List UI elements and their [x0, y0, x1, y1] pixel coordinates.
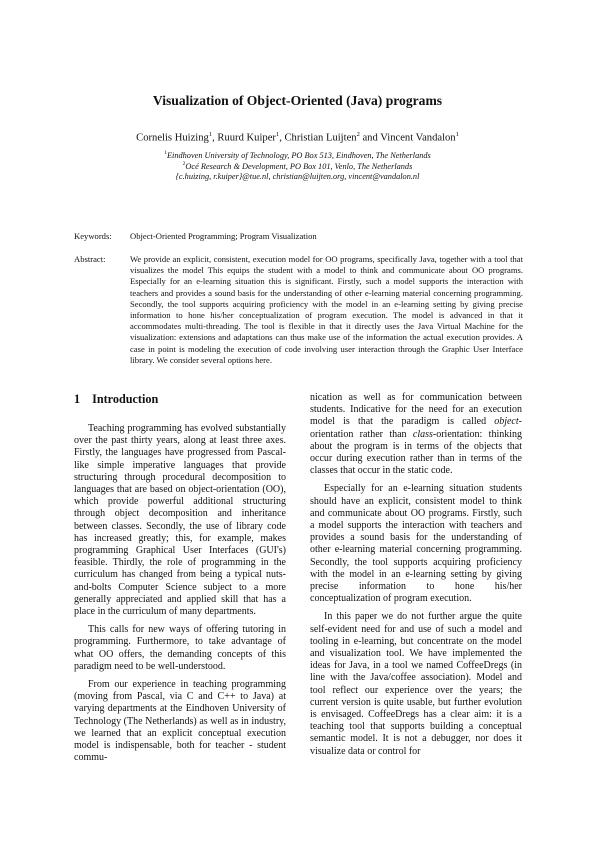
author-name: Christian Luijten [284, 132, 357, 144]
paragraph: Especially for an e-learning situation students should have an explicit, consistent model to think and communicate about OO programs. Firstly, such a model supports the interaction with teachers and provides a sound basis for the understanding of other e-learning material concerning programming. Secondly, the tool supports acquiring proficiency with the model in an e-learning setting by giving precise information to hone his/her conceptualization of program execution. [310, 483, 522, 605]
author-list: Cornelis Huizing$^1$, Ruurd Kuiper$^1$, Christian Luijten$^2$ and Vincent Vandalon$^1$ [136, 131, 459, 144]
right-column [310, 392, 522, 758]
paper-title: Visualization of Object-Oriented (Java) programs [152, 93, 443, 108]
paragraph: From our experience in teaching programming (moving from Pascal, via C and C++ to Java) at varying departments at the Eindhoven University of Technology (The Netherlands) as well as in industry, we learned that an explicit conceptual execution model is indispensable, both for teacher - student commu- [74, 679, 286, 764]
left-column [74, 423, 286, 764]
paragraph: In this paper we do not further argue the quite self-evident need for and use of such a model and tooling in e-learning, but concentrate on the model and visualization tool. We have implemented the ideas for Java, in a tool we named CoffeeDregs (in line with the Java/coffee association). Model and tool reflect our experience over the years; the current version is quite usable, but further evolution is envisaged. CoffeeDregs has a clear aim: it is a teaching tool that supports building a conceptual semantic model. It is not a debugger, nor does it visualize data or control for [310, 611, 522, 757]
affiliation-2: $^2$Océ Research & Development, PO Box 101, Venlo, The Netherlands [182, 161, 413, 171]
paragraph: Teaching programming has evolved substantially over the past thirty years, along at least three axes. Firstly, the languages have progressed from Pascal-like simple imperative languages that provide structuring through procedural decomposition to languages that are based on object-orientation (OO), which provide powerful additional structuring through object decomposition and inheritance between classes. Secondly, the use of library code has increased greatly; this, for example, makes programming Graphical User Interfaces (GUI's) feasible. Thirdly, the role of programming in the curriculum has changed from being a typical nuts-and-bolts Computer Science subject to a more generally appreciated and applied skill that has a place in the curriculum of many departments. [74, 423, 286, 618]
affiliation-1: $^1$Eindhoven University of Technology, PO Box 513, Eindhoven, The Netherlands [164, 150, 431, 160]
author-affiliation-mark: 2 [356, 131, 360, 138]
author-name: Cornelis Huizing [136, 132, 209, 144]
abstract-label: Abstract: [74, 254, 106, 264]
author-affiliation-mark: 1 [455, 131, 459, 138]
section-heading [74, 392, 158, 407]
keywords-label: Keywords: [74, 231, 112, 241]
author-name: Vincent Vandalon [380, 132, 456, 144]
section-number: 1 [74, 392, 81, 406]
paragraph-continued: nication as well as for communication between students. Indicative for the need for an execution model is that the paradigm is called object-orientation rather than class-orientation: thinking about the program is in terms of the objects that occur during execution rather than in terms of the classes that occur in the static code. [310, 392, 522, 477]
emphasis-object: object [494, 416, 519, 428]
paragraph: This calls for new ways of offering tutoring in programming. Furthermore, to take advantage of what OO offers, the demanding concepts of this paradigm need to be well-understood. [74, 624, 286, 672]
author-affiliation-mark: 1 [208, 131, 213, 138]
keywords: Object-Oriented Programming; Program Visualization [130, 231, 317, 241]
author-name: Ruurd Kuiper [217, 132, 276, 144]
author-affiliation-mark: 1 [275, 131, 280, 138]
section-title: Introduction [92, 392, 159, 406]
emphasis-class: class [412, 428, 433, 440]
abstract-text: We provide an explicit, consistent, execution model for OO programs, specifically Java, together with a tool that visualizes the model This equips the student with a model to think and communicate about OO programs. Especially for an e-learning situation this is significant. Firstly, such a model supports the interaction with teachers and provides a sound basis for the understanding of other e-learning material concerning programming. Secondly, the tool supports acquiring proficiency with the model in an e-learning setting by giving precise information to hone his/her conceptualization of program execution. The model is advanced in that it accommodates multi-threading. The tool is flexible in that it directly uses the Java Virtual Machine for the visualization: extensions and adaptations can thus make use of the information the actual execution provides. A case in point is modeling the execution of code involving user interaction through the Graphic User Interface library. We consider several options here. [130, 254, 523, 365]
author-emails: {c.huizing, r.kuiper}@tue.nl, christian@luijten.org, vincent@vandalon.nl [175, 172, 420, 181]
